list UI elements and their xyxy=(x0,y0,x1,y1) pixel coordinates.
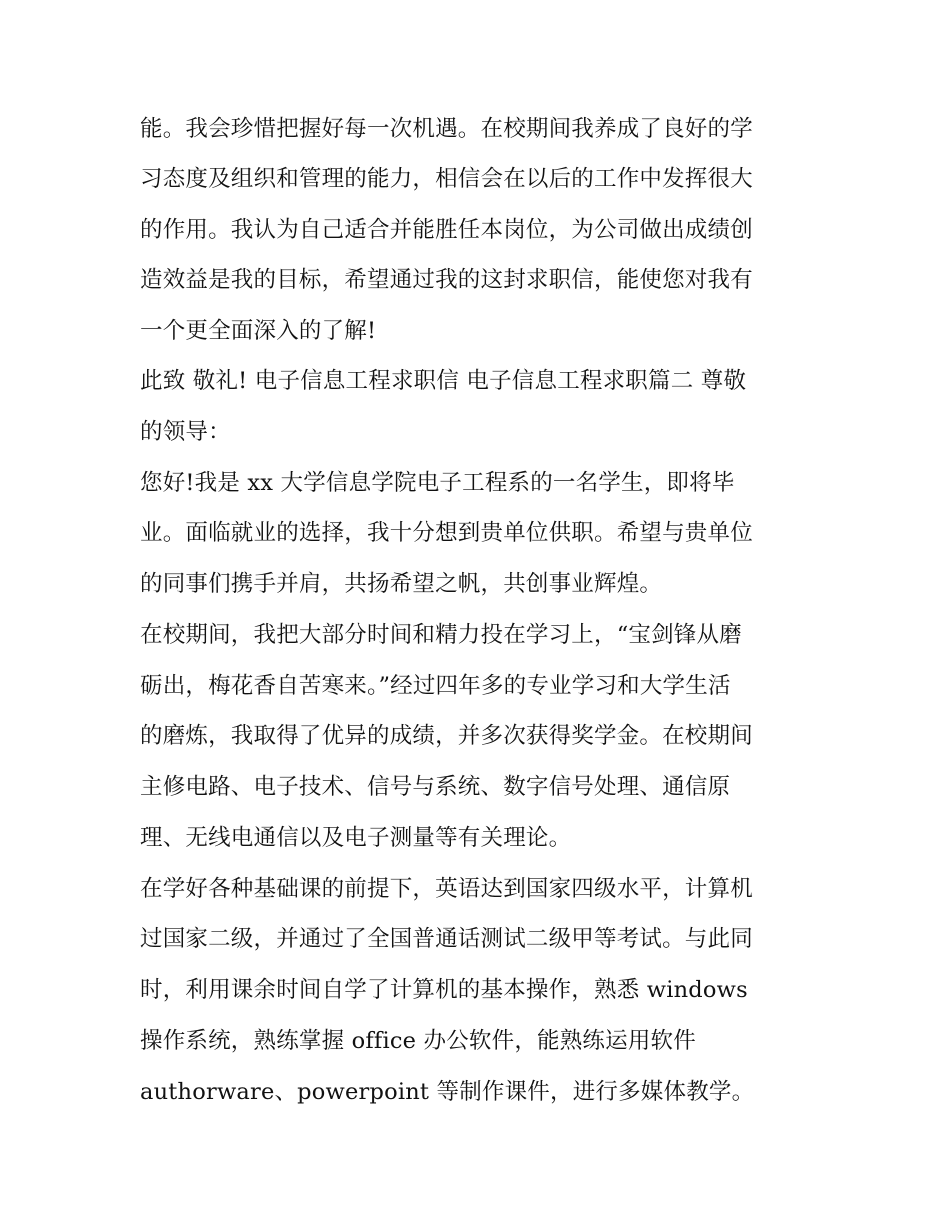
text-line: 主修电路、电子技术、信号与系统、数字信号处理、通信原 xyxy=(140,774,731,800)
text-line: 时，利用课余时间自学了计算机的基本操作，熟悉 windows xyxy=(140,977,748,1003)
text-line: 能。我会珍惜把握好每一次机遇。在校期间我养成了良好的学 xyxy=(140,116,753,142)
text-line: 业。面临就业的选择，我十分想到贵单位供职。希望与贵单位 xyxy=(140,520,753,546)
text-line: 在校期间，我把大部分时间和精力投在学习上，“宝剑锋从磨 xyxy=(140,622,742,648)
text-line: 一个更全面深入的了解! xyxy=(140,318,377,344)
text-line: 过国家二级，并通过了全国普通话测试二级甲等考试。与此同 xyxy=(140,926,753,952)
text-line: 操作系统，熟练掌握 office 办公软件，能熟练运用软件 xyxy=(140,1028,696,1054)
text-line: authorware、powerpoint 等制作课件，进行多媒体教学。 xyxy=(140,1079,755,1105)
text-line: 的领导： xyxy=(140,419,231,445)
text-line: 在学好各种基础课的前提下，英语达到国家四级水平，计算机 xyxy=(140,876,753,902)
text-line: 此致 敬礼! 电子信息工程求职信 电子信息工程求职篇二 尊敬 xyxy=(140,368,747,394)
text-line: 理、无线电通信以及电子测量等有关理论。 xyxy=(140,825,572,851)
text-line: 砺出，梅花香自苦寒来。”经过四年多的专业学习和大学生活 xyxy=(140,673,731,699)
text-line: 的作用。我认为自己适合并能胜任本岗位，为公司做出成绩创 xyxy=(140,217,753,243)
text-line: 造效益是我的目标，希望通过我的这封求职信，能使您对我有 xyxy=(140,267,753,293)
text-line: 您好!我是 xx 大学信息学院电子工程系的一名学生，即将毕 xyxy=(140,470,735,496)
text-line: 习态度及组织和管理的能力，相信会在以后的工作中发挥很大 xyxy=(140,166,753,192)
text-line: 的同事们携手并肩，共扬希望之帆，共创事业辉煌。 xyxy=(140,571,663,597)
text-line: 的磨炼，我取得了优异的成绩，并多次获得奖学金。在校期间 xyxy=(140,723,753,749)
